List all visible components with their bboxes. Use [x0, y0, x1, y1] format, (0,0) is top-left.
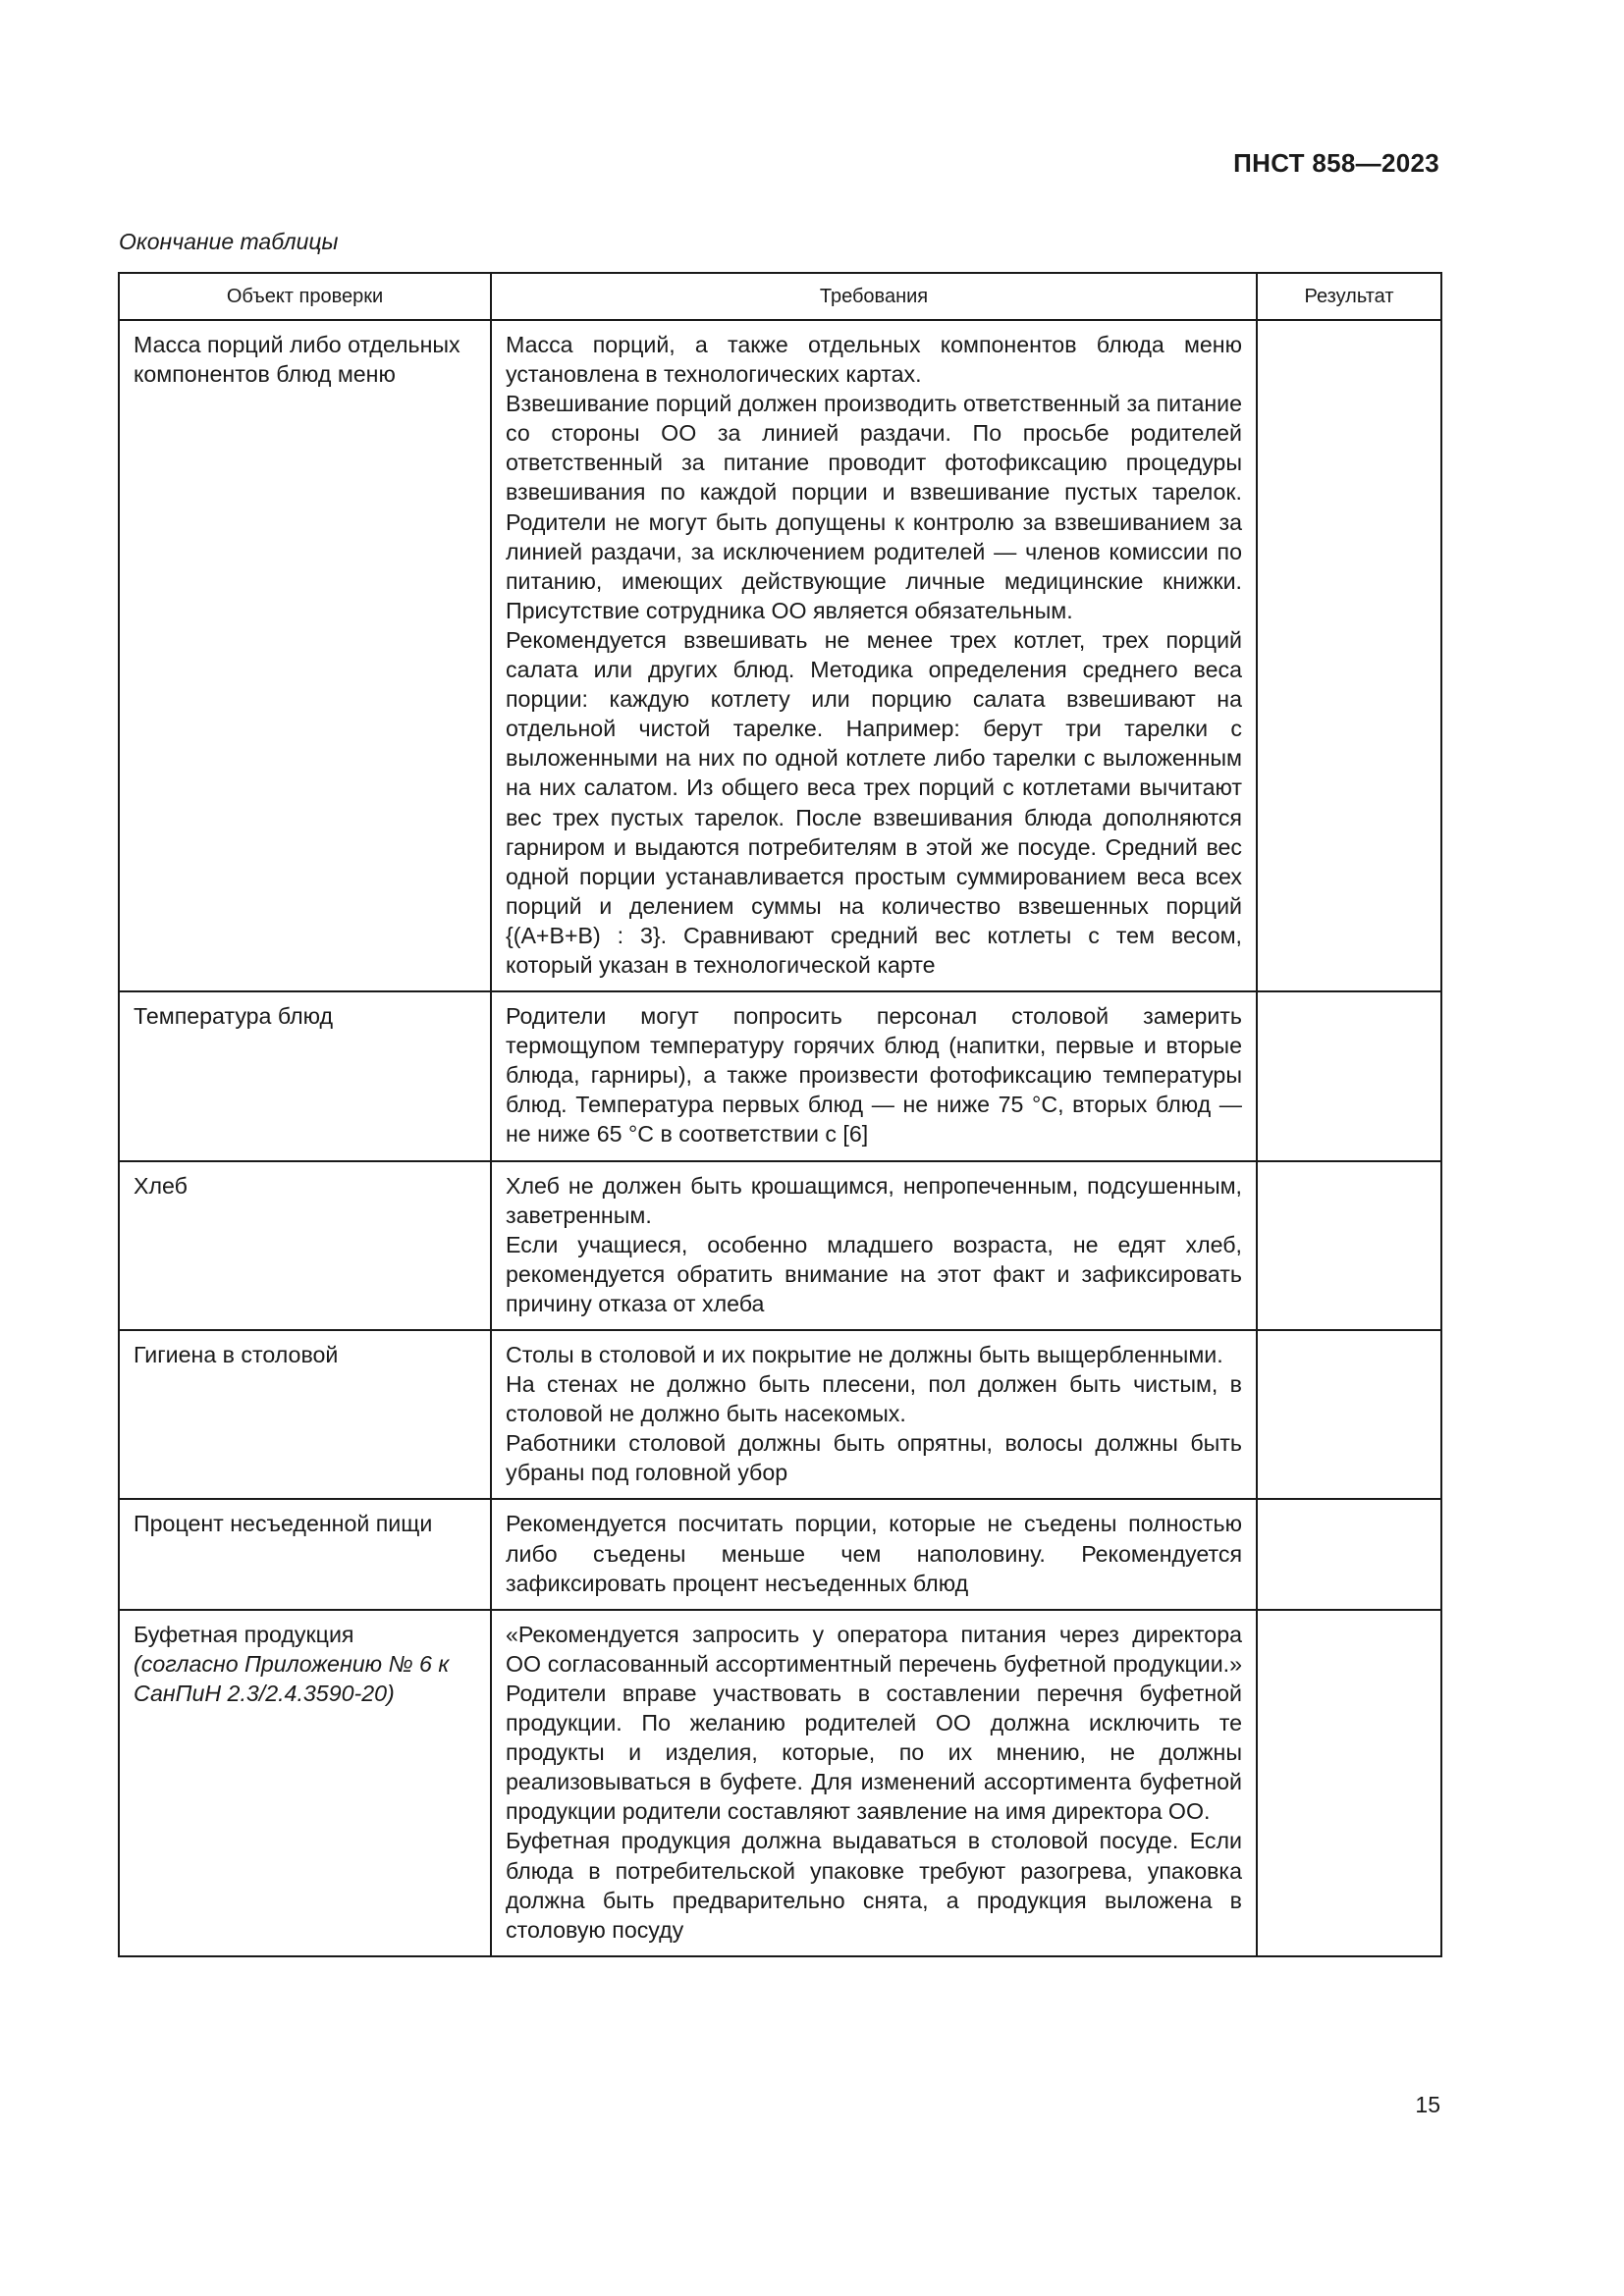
object-note: (согласно Приложению № 6 к СанПиН 2.3/2.4.3590-20) [134, 1650, 450, 1706]
column-header-requirements: Требования [491, 273, 1257, 320]
requirements-table [118, 272, 1442, 1957]
requirement-paragraph: Столы в столовой и их покрытие не должны быть выщербленными. [506, 1342, 1223, 1367]
table-row-portion-mass [119, 320, 1441, 991]
table-row-dish-temperature [119, 991, 1441, 1160]
table-body [119, 320, 1441, 1956]
result-cell[interactable] [1257, 320, 1441, 991]
table-caption: Окончание таблицы [119, 229, 339, 254]
document-code: ПНСТ 858—2023 [1233, 148, 1439, 178]
object-cell [119, 1161, 491, 1330]
object-name: Процент несъеденной пищи [134, 1511, 433, 1537]
table-row-buffet-products [119, 1610, 1441, 1956]
result-cell[interactable] [1257, 1161, 1441, 1330]
requirements-cell [491, 1330, 1257, 1499]
requirement-paragraph: Рекомендуется взвешивать не менее трех котлет, трех порций салата или других блюд. Методика определения среднего веса порции: каждую котлету или порцию салата взвешивают на отдельной чистой тарелке. Например: берут три тарелки с выложенными на них по одной котлете либо тарелки с выложенным на них салатом. Из общего веса трех порций с котлетами вычитают вес трех пустых тарелок. После взвешивания блюда дополняются гарниром и выдаются потребителям в этой же посуде. Средний вес одной порции устанавливается простым суммированием веса всех порций и делением суммы на количество взвешенных порций {(А+В+В) : 3}. Сравнивают средний вес котлеты с тем весом, который указан в технологической карте [506, 626, 1242, 978]
requirement-paragraph: Если учащиеся, особенно младшего возраста, не едят хлеб, рекомендуется обратить внимание на этот факт и зафиксировать причину отказа от хлеба [506, 1231, 1242, 1316]
column-header-result: Результат [1257, 273, 1441, 320]
object-cell [119, 1330, 491, 1499]
requirement-paragraph: Рекомендуется посчитать порции, которые не съедены полностью либо съедены меньше чем наполовину. Рекомендуется зафиксировать процент несъеденных блюд [506, 1511, 1242, 1596]
column-header-object: Объект проверки [119, 273, 491, 320]
requirement-paragraph: Буфетная продукция должна выдаваться в столовой посуде. Если блюда в потребительской упаковке требуют разогрева, упаковка должна быть предварительно снята, а продукция выложена в столовую посуду [506, 1828, 1242, 1943]
result-cell[interactable] [1257, 1330, 1441, 1499]
object-name: Масса порций либо отдельных компонентов блюд меню [134, 332, 460, 388]
result-cell[interactable] [1257, 1610, 1441, 1956]
object-cell [119, 1610, 491, 1956]
table-row-uneaten-food [119, 1499, 1441, 1609]
table-header [119, 273, 1441, 320]
requirements-cell [491, 1161, 1257, 1330]
requirement-paragraph: Родители могут попросить персонал столовой замерить термощупом температуру горячих блюд (напитки, первые и вторые блюда, гарниры), а также произвести фотофиксацию температуры блюд. Температура первых блюд — не ниже 75 °С, вторых блюд — не ниже 65 °С в соответствии с [6] [506, 1003, 1242, 1148]
object-cell [119, 1499, 491, 1609]
requirement-paragraph: На стенах не должно быть плесени, пол должен быть чистым, в столовой не должно быть насекомых. [506, 1371, 1242, 1427]
object-cell [119, 320, 491, 991]
object-name: Гигиена в столовой [134, 1342, 339, 1367]
requirement-paragraph: Работники столовой должны быть опрятны, волосы должны быть убраны под головной убор [506, 1430, 1242, 1486]
requirements-cell [491, 320, 1257, 991]
result-cell[interactable] [1257, 991, 1441, 1160]
object-name: Температура блюд [134, 1003, 334, 1030]
object-name: Буфетная продукция [134, 1621, 354, 1647]
object-cell [119, 991, 491, 1160]
requirement-paragraph: «Рекомендуется запросить у оператора питания через директора ОО согласованный ассортиментный перечень буфетной продукции.» Родители вправе участвовать в составлении перечня буфетной продукции. По желанию родителей ОО должна исключить те продукты и изделия, которые, по их мнению, не должны реализовываться в буфете. Для изменений ассортимента буфетной продукции родители составляют заявление на имя директора ОО. [506, 1621, 1242, 1825]
page-number: 15 [1415, 2092, 1440, 2117]
result-cell[interactable] [1257, 1499, 1441, 1609]
requirement-paragraph: Хлеб не должен быть крошащимся, непропеченным, подсушенным, заветренным. [506, 1172, 1242, 1228]
requirement-paragraph: Масса порций, а также отдельных компонентов блюда меню установлена в технологических картах. [506, 332, 1242, 388]
table-header-row [119, 273, 1441, 320]
table-row-bread [119, 1161, 1441, 1330]
requirements-cell [491, 1499, 1257, 1609]
object-name: Хлеб [134, 1172, 188, 1199]
requirement-paragraph: Взвешивание порций должен производить ответственный за питание со стороны ОО за линией раздачи. По просьбе родителей ответственный за питание проводит фотофиксацию процедуры взвешивания по каждой порции и взвешивание пустых тарелок. Родители не могут быть допущены к контролю за взвешиванием за линией раздачи, за исключением родителей — членов комиссии по питанию, имеющих действующие личные медицинские книжки. Присутствие сотрудника ОО является обязательным. [506, 391, 1242, 623]
requirements-cell [491, 1610, 1257, 1956]
table-row-canteen-hygiene [119, 1330, 1441, 1499]
requirements-cell [491, 991, 1257, 1160]
